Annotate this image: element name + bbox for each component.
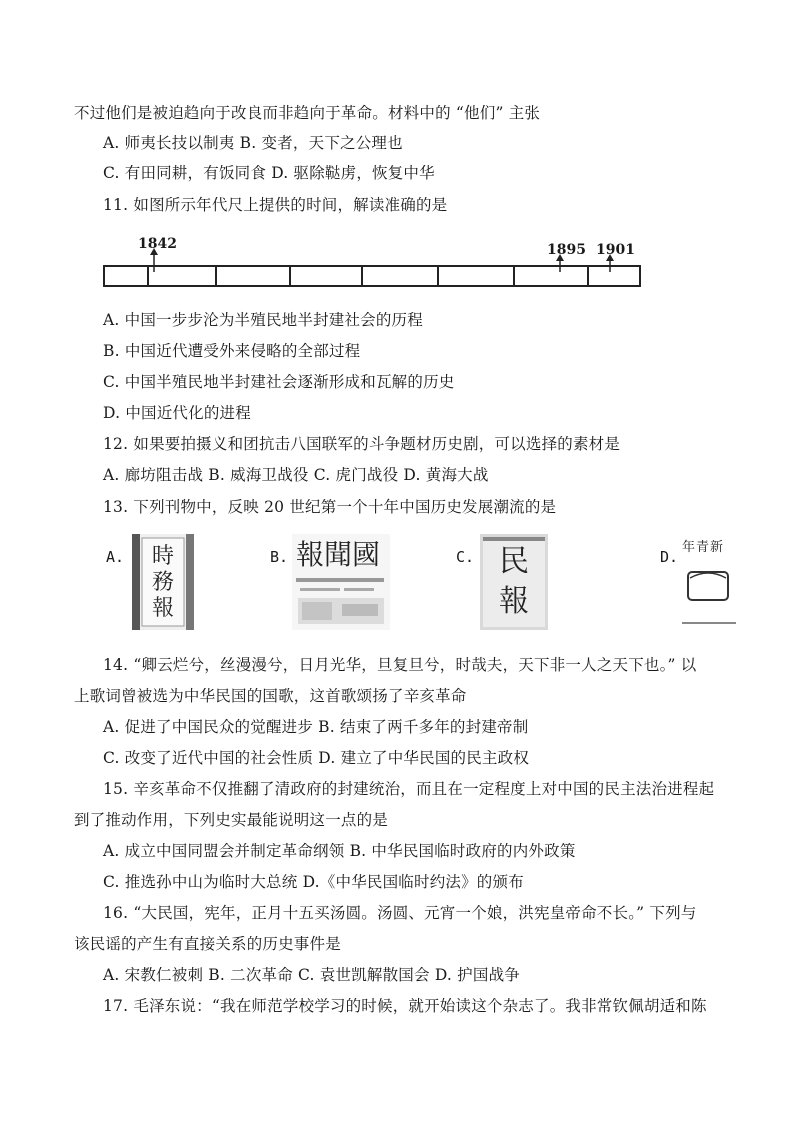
option-letter-d: D. <box>660 548 679 566</box>
question-11: 11. 如图所示年代尺上提供的时间，解读准确的是 <box>103 196 448 214</box>
text-line: 到了推动作用，下列史实最能说明这一点的是 <box>74 811 389 829</box>
question-14: 14. “卿云烂兮，丝漫漫兮，日月光华，旦复旦兮，时哉夫，天下非一人之天下也。” 以 <box>103 656 697 674</box>
option-line: C. 有田同耕，有饭同食 D. 驱除鞑虏，恢复中华 <box>103 164 435 182</box>
option-line: C. 中国半殖民地半封建社会逐渐形成和瓦解的历史 <box>103 373 455 391</box>
masthead-image-a <box>132 534 194 630</box>
option-line: C. 改变了近代中国的社会性质 D. 建立了中华民国的民主政权 <box>103 749 530 767</box>
text-line: 不过他们是被迫趋向于改良而非趋向于革命。材料中的 “他们” 主张 <box>74 104 541 122</box>
masthead-title-c: 民報 <box>499 544 529 619</box>
masthead-image-c <box>480 534 548 630</box>
option-line: B. 中国近代遭受外来侵略的全部过程 <box>103 342 361 360</box>
masthead-image-d <box>680 534 738 630</box>
masthead-title-b: 國聞報 <box>296 538 381 571</box>
question-16: 16. “大民国，宪年，正月十五买汤圆。汤圆、元宵一个娘，洪宪皇帝命不长。” 下列与 <box>103 904 697 922</box>
text-line: 该民谣的产生有直接关系的历史事件是 <box>74 935 341 953</box>
masthead-image-b <box>292 534 390 630</box>
timeline-year-1842: 1842 <box>138 236 177 252</box>
option-line: D. 中国近代化的进程 <box>103 404 251 422</box>
timeline-ruler <box>100 232 645 302</box>
question-12: 12. 如果要拍摄义和团抗击八国联军的斗争题材历史剧，可以选择的素材是 <box>103 435 621 453</box>
option-line: A. 廊坊阻击战 B. 威海卫战役 C. 虎门战役 D. 黄海大战 <box>103 466 489 484</box>
option-line: A. 中国一步步沦为半殖民地半封建社会的历程 <box>103 311 423 329</box>
option-line: A. 宋教仁被刺 B. 二次革命 C. 袁世凯解散国会 D. 护国战争 <box>103 966 520 984</box>
question-17: 17. 毛泽东说：“我在师范学校学习的时候，就开始读这个杂志了。我非常钦佩胡适和陈 <box>103 997 707 1015</box>
option-line: A. 师夷长技以制夷 B. 变者，天下之公理也 <box>103 134 403 152</box>
text-line: 上歌词曾被选为中华民国的国歌，这首歌颂扬了辛亥革命 <box>74 687 467 705</box>
timeline-year-1901: 1901 <box>596 242 635 258</box>
option-letter-a: A. <box>106 548 125 566</box>
option-letter-b: B. <box>270 548 289 566</box>
option-line: A. 促进了中国民众的觉醒进步 B. 结束了两千多年的封建帝制 <box>103 718 529 736</box>
question-15: 15. 辛亥革命不仅推翻了清政府的封建统治，而且在一定程度上对中国的民主法治进程起 <box>103 780 715 798</box>
option-line: C. 推选孙中山为临时大总统 D.《中华民国临时约法》的颁布 <box>103 873 524 891</box>
masthead-title-a: 時務報 <box>151 544 174 621</box>
timeline-year-1895: 1895 <box>547 242 586 258</box>
question-13: 13. 下列刊物中，反映 20 世纪第一个十年中国历史发展潮流的是 <box>103 498 557 516</box>
masthead-title-d: 新青年 <box>682 540 725 555</box>
option-line: A. 成立中国同盟会并制定革命纲领 B. 中华民国临时政府的内外政策 <box>103 842 576 860</box>
option-letter-c: C. <box>456 548 475 566</box>
